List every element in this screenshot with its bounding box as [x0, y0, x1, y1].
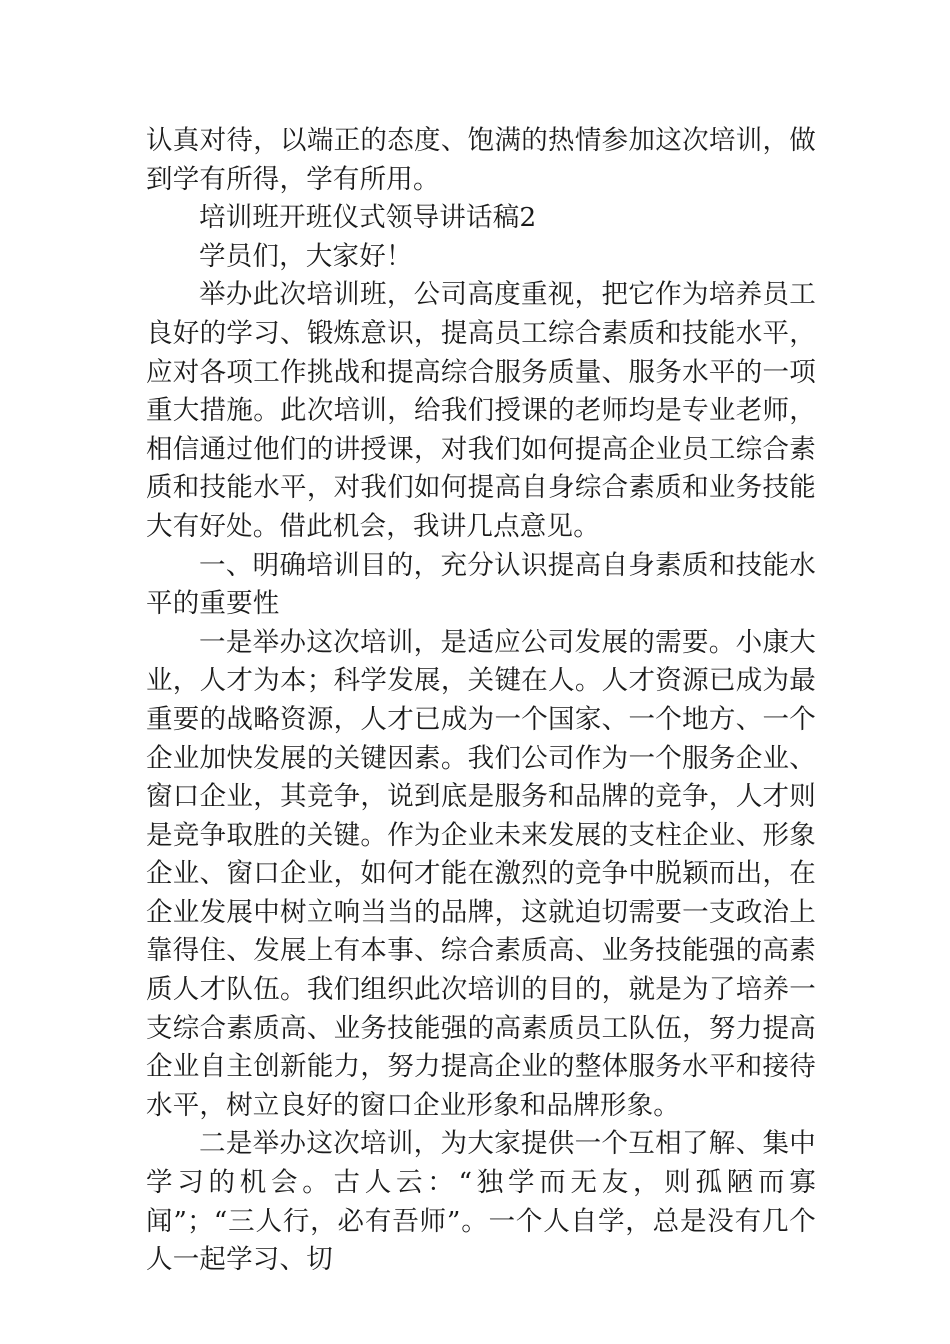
paragraph-point-2: 二是举办这次培训，为大家提供一个互相了解、集中学习的机会。古人云：“独学而无友，则孤陋而寡闻”；“三人行，必有吾师”。一个人自学，总是没有几个人一起学习、切: [146, 1128, 816, 1276]
document-body: [146, 122, 816, 1280]
paragraph-point-1: 一是举办这次培训，是适应公司发展的需要。小康大业，人才为本；科学发展，关键在人。人才资源已成为最重要的战略资源，人才已成为一个国家、一个地方、一个企业加快发展的关键因素。我们公司作为一个服务企业、窗口企业，其竞争，说到底是服务和品牌的竞争，人才则是竞争取胜的关键。作为企业未来发展的支柱企业、形象企业、窗口企业，如何才能在激烈的竞争中脱颖而出，在企业发展中树立响当当的品牌，这就迫切需要一支政治上靠得住、发展上有本事、综合素质高、业务技能强的高素质人才队伍。我们组织此次培训的目的，就是为了培养一支综合素质高、业务技能强的高素质员工队伍，努力提高企业自主创新能力，努力提高企业的整体服务水平和接待水平，树立良好的窗口企业形象和品牌形象。: [146, 626, 816, 1121]
section-heading-1: 一、明确培训目的，充分认识提高自身素质和技能水平的重要性: [146, 549, 816, 620]
speech-title: 培训班开班仪式领导讲话稿2: [199, 202, 537, 234]
paragraph-intro: 举办此次培训班，公司高度重视，把它作为培养员工良好的学习、锻炼意识，提高员工综合素质和技能水平，应对各项工作挑战和提高综合服务质量、服务水平的一项重大措施。此次培训，给我们授课的老师均是专业老师，相信通过他们的讲授课，对我们如何提高企业员工综合素质和技能水平，对我们如何提高自身综合素质和业务技能大有好处。借此机会，我讲几点意见。: [146, 279, 816, 542]
paragraph-continuation: 认真对待，以端正的态度、饱满的热情参加这次培训，做到学有所得，学有所用。: [146, 125, 816, 195]
greeting: 学员们，大家好！: [199, 240, 413, 272]
